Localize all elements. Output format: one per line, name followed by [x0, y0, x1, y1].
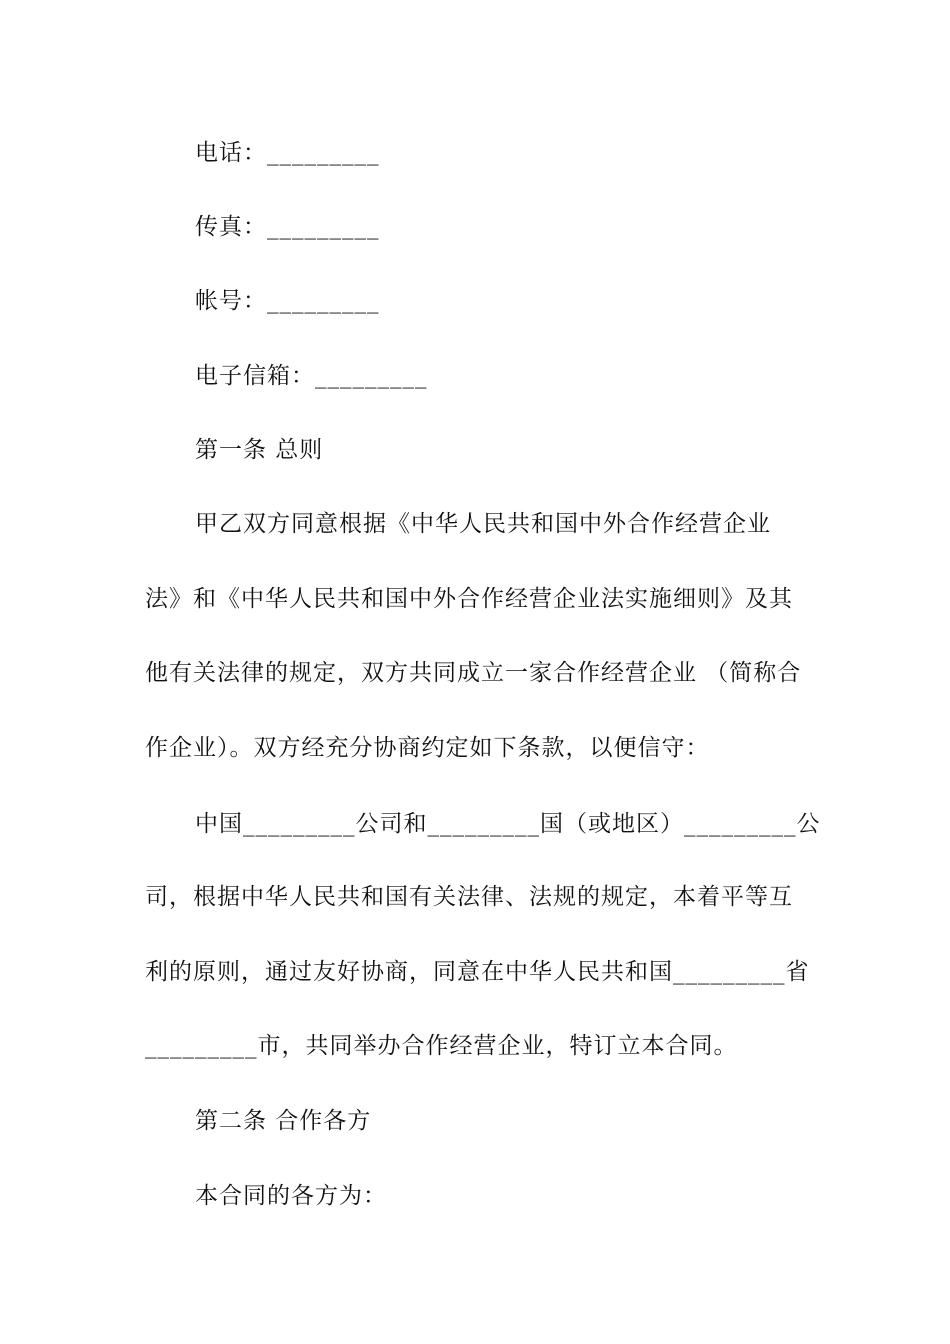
fax-field: 传真：_________ [195, 214, 380, 240]
article1-para1-line: 甲乙双方同意根据《中华人民共和国中外合作经营企业 [195, 511, 771, 537]
article2-heading: 第二条 合作各方 [195, 1108, 372, 1134]
phone-field: 电话：_________ [195, 140, 380, 166]
article1-para2-line: 中国_________公司和_________国（或地区）_________公 [195, 811, 821, 837]
article2-intro: 本合同的各方为： [195, 1183, 387, 1209]
article1-para2-line: _________市，共同举办合作经营企业，特订立本合同。 [145, 1033, 738, 1059]
article1-para1-line: 他有关法律的规定，双方共同成立一家合作经营企业 （简称合 [145, 660, 802, 686]
article1-para2-line: 利的原则，通过友好协商，同意在中华人民共和国_________省 [145, 959, 810, 985]
email-field: 电子信箱：_________ [195, 363, 428, 389]
article1-para1-line: 作企业）。双方经充分协商约定如下条款，以便信守： [145, 735, 710, 761]
account-field: 帐号：_________ [195, 288, 380, 314]
article1-para1-line: 法》和《中华人民共和国中外合作经营企业法实施细则》及其 [145, 586, 793, 612]
article1-heading: 第一条 总则 [195, 437, 324, 463]
article1-para2-line: 司，根据中华人民共和国有关法律、法规的规定，本着平等互 [145, 884, 793, 910]
